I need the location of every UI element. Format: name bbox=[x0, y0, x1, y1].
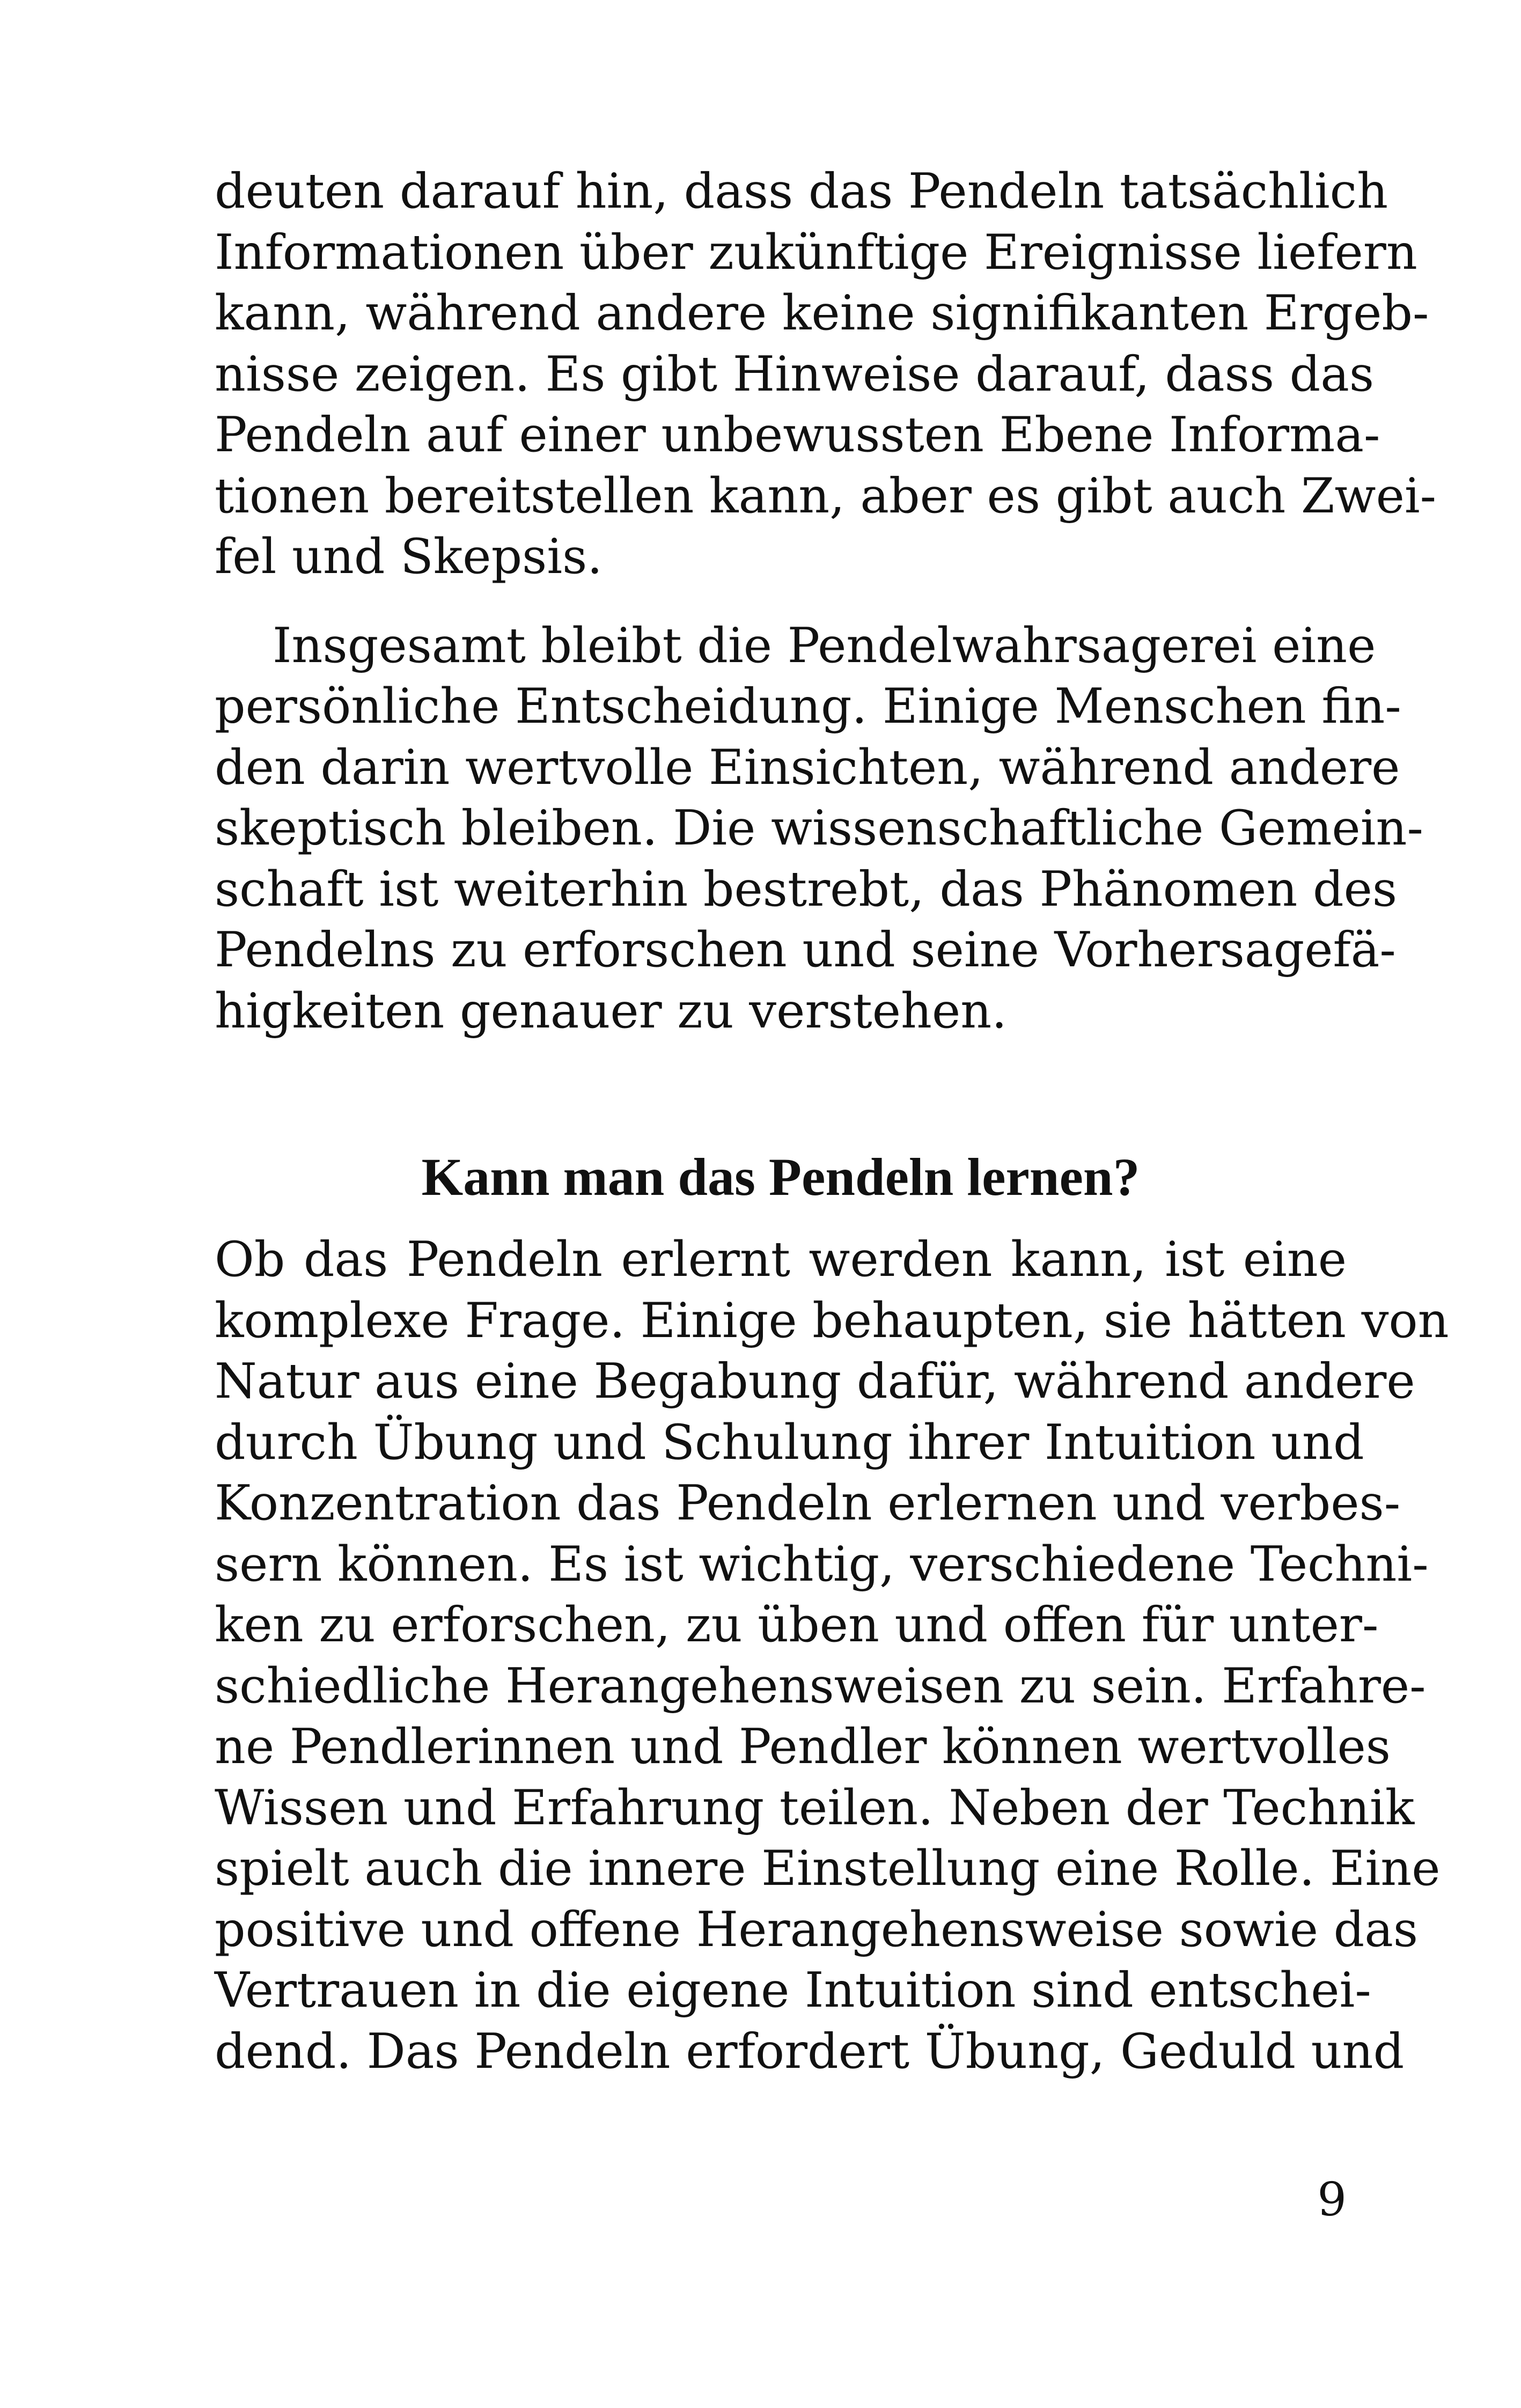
text-line: persönliche Entscheidung. Einige Menschen fin- bbox=[215, 678, 1401, 735]
text-line: deuten darauf hin, dass das Pendeln tatsächlich bbox=[215, 163, 1388, 219]
paragraph-summary bbox=[215, 615, 1423, 1042]
text-line: Ob das Pendeln erlernt werden kann, ist eine bbox=[215, 1231, 1347, 1288]
section-heading: Kann man das Pendeln lernen? bbox=[421, 1147, 1140, 1207]
text-line: nisse zeigen. Es gibt Hinweise darauf, dass das bbox=[215, 346, 1375, 402]
text-line: Wissen und Erfahrung teilen. Neben der Technik bbox=[215, 1779, 1415, 1836]
text-line: schaft ist weiterhin bestrebt, das Phänomen des bbox=[215, 861, 1398, 917]
text-line: kann, während andere keine signifikanten Ergeb- bbox=[215, 285, 1429, 341]
book-page bbox=[215, 161, 1449, 2082]
text-line: schiedliche Herangehensweisen zu sein. Erfahre- bbox=[215, 1657, 1426, 1714]
text-line: komplexe Frage. Einige behaupten, sie hätten von bbox=[215, 1292, 1449, 1349]
text-line: den darin wertvolle Einsichten, während andere bbox=[215, 739, 1400, 796]
text-line: tionen bereitstellen kann, aber es gibt auch Zwei- bbox=[215, 467, 1437, 524]
text-line: fel und Skepsis. bbox=[215, 528, 602, 585]
text-line: Pendelns zu erforschen und seine Vorhersagefä- bbox=[215, 922, 1396, 978]
text-line: skeptisch bleiben. Die wissenschaftliche Gemein- bbox=[215, 800, 1423, 856]
text-line: spielt auch die innere Einstellung eine Rolle. Eine bbox=[215, 1840, 1441, 1897]
paragraph-continuation bbox=[215, 161, 1437, 588]
text-line: Natur aus eine Begabung dafür, während andere bbox=[215, 1353, 1415, 1409]
text-line: sern können. Es ist wichtig, verschiedene Techni- bbox=[215, 1536, 1429, 1592]
text-line: durch Übung und Schulung ihrer Intuition und bbox=[215, 1414, 1364, 1471]
text-line: positive und offene Herangehensweise sowie das bbox=[215, 1901, 1419, 1958]
text-line: dend. Das Pendeln erfordert Übung, Geduld und bbox=[215, 2023, 1405, 2080]
text-line: ne Pendlerinnen und Pendler können wertvolles bbox=[215, 1719, 1391, 1775]
text-line: Konzentration das Pendeln erlernen und verbes- bbox=[215, 1475, 1401, 1531]
page-number: 9 bbox=[1317, 2173, 1347, 2227]
text-line: Vertrauen in die eigene Intuition sind entschei- bbox=[215, 1962, 1371, 2018]
paragraph-section-body bbox=[215, 1229, 1449, 2082]
text-line: Insgesamt bleibt die Pendelwahrsagerei eine bbox=[273, 617, 1376, 674]
text-line: higkeiten genauer zu verstehen. bbox=[215, 982, 1007, 1039]
text-line: Pendeln auf einer unbewussten Ebene Informa- bbox=[215, 407, 1380, 463]
text-line: ken zu erforschen, zu üben und offen für unter- bbox=[215, 1597, 1379, 1653]
text-line: Informationen über zukünftige Ereignisse liefern bbox=[215, 224, 1417, 281]
